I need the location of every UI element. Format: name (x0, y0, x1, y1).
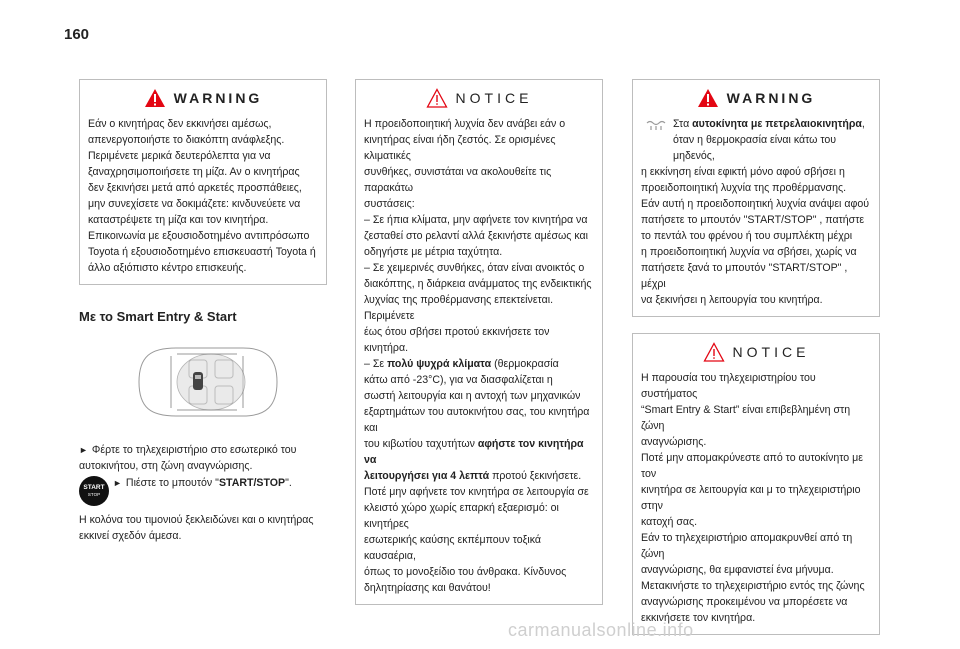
text-line: να ξεκινήσει η λειτουργία του κινητήρα. (641, 294, 823, 306)
watermark: carmanualsonline.info (508, 620, 694, 640)
text-line: λυχνίας της προθέρμανσης επεκτείνεται. Περιμένετε (364, 294, 554, 322)
text-line: όπως το μονοξείδιο του άνθρακα. Κίνδυνος (364, 566, 567, 578)
text-line: σωστή λειτουργία και η αντοχή των μηχανικών (364, 390, 581, 402)
notice-body (641, 370, 871, 626)
text-line: όταν η θερμοκρασία είναι κάτω του μηδενός, (673, 134, 837, 162)
notice-box-preheating (355, 79, 603, 605)
text-line: δεν ξεκινήσει μετά από αρκετές προσπάθειες, (88, 182, 302, 194)
text-line: συνθήκες, συνιστάται να ακολουθείτε τις παρακάτω (364, 166, 552, 194)
section-title-smart-entry: Με το Smart Entry & Start (79, 309, 237, 324)
text-line: – Σε ήπια κλίματα, μην αφήνετε τον κινητήρα να (364, 214, 588, 226)
text-line: εξαρτημάτων του αυτοκινήτου σας, του κινητήρα και (364, 406, 590, 434)
notice-title: NOTICE (455, 90, 533, 106)
text-line: Η παρουσία του τηλεχειριστηρίου του συστήματος (641, 372, 816, 400)
text-line: – Σε χειμερινές συνθήκες, όταν είναι ανοικτός ο (364, 262, 585, 274)
step-2-text (113, 475, 292, 491)
step-2-prefix: Πιέστε το μπουτόν " (125, 477, 219, 489)
stop-label: STOP (87, 492, 101, 497)
cold-bold: πολύ ψυχρά κλίματα (387, 358, 492, 370)
gear-bold: αφήστε τον κινητήρα να (364, 438, 584, 466)
text-line: πατήσετε ξανά το μπουτόν "START/STOP" , μέχρι (641, 262, 848, 290)
step-1-line1: Φέρτε το τηλεχειριστήριο στο εσωτερικό του (91, 444, 297, 456)
text-line: Ποτέ μην απομακρύνεστε από το αυτοκίνητο με τον (641, 452, 863, 480)
warning-triangle-icon (144, 88, 166, 108)
text-line: “Smart Entry & Start” είναι επιβεβλημένη στη ζώνη (641, 404, 851, 432)
notice-triangle-icon (426, 88, 448, 108)
start-stop-button-icon (79, 476, 109, 506)
page-number: 160 (64, 26, 90, 43)
notice-header (364, 80, 594, 116)
text-line (364, 356, 594, 372)
text-line: Επικοινωνία με εξουσιοδοτημένο αντιπρόσωπο (88, 230, 310, 242)
text-line: κατοχή σας. (641, 516, 698, 528)
start-label: START (83, 484, 105, 491)
text-line: Εάν ο κινητήρας δεν εκκινήσει αμέσως, (88, 118, 272, 130)
text-line: Toyota ή εξουσιοδοτημένο επισκευαστή Toyota ή (88, 246, 316, 258)
step-1-text (79, 442, 327, 474)
warning-header (641, 80, 871, 116)
text-line: μην συνεχίσετε να δοκιμάζετε: κινδυνεύετε να (88, 198, 301, 210)
arrow-right-icon: ► (113, 478, 122, 488)
result-line2: εκκινεί σχεδόν άμεσα. (79, 530, 182, 542)
warning-body (88, 116, 318, 276)
text-line: Μετακινήστε το τηλεχειριστήριο εντός της ζώνης (641, 580, 865, 592)
step-2-bold: START/STOP (218, 477, 286, 489)
w-prefix: Στα (673, 118, 693, 130)
text-line: αναγνώρισης. (641, 436, 707, 448)
text-line: ζεσταθεί στο ρελαντί αλλά ξεκινήστε αμέσως και (364, 230, 588, 242)
step-1-line2: αυτοκινήτου, στη ζώνη αναγνώρισης. (79, 460, 253, 472)
notice-header (641, 334, 871, 370)
text-line: το πεντάλ του φρένου ή του συμπλέκτη μέχρι (641, 230, 853, 242)
warning-title: WARNING (726, 90, 816, 106)
text-line: κινητήρα σε λειτουργία και μ το τηλεχειριστήριο στην (641, 484, 861, 512)
warning-triangle-icon (697, 88, 719, 108)
text-line: αναγνώρισης προκειμένου να μπορέσετε να (641, 596, 848, 608)
text-line: Περιμένετε μερικά δευτερόλεπτα για να (88, 150, 271, 162)
text-line: η εκκίνηση είναι εφικτή μόνο αφού σβήσει η (641, 166, 845, 178)
text-line: προειδοποιητική λυχνία της προθέρμανσης. (641, 182, 847, 194)
step-2-row (79, 476, 327, 506)
text-line: κλειστό χώρο χωρίς επαρκή εξαερισμό: οι κινητήρες (364, 502, 559, 530)
warning-title: WARNING (173, 90, 263, 106)
text-line: πατήσετε το μπουτόν "START/STOP" , πατήστε (641, 214, 865, 226)
text-line: εσωτερικής καύσης εκπέμπουν τοξικά καυσαέρια, (364, 534, 542, 562)
text-line: κάτω από -23°C), για να διασφαλίζεται η (364, 374, 553, 386)
step-2-suffix: ". (285, 477, 292, 489)
text-line: απενεργοποιήστε το διακόπτη ανάφλεξης. (88, 134, 285, 146)
text-line: διακόπτης, η διάρκεια ανάμματος της ενδεικτικής (364, 278, 592, 290)
w-suffix: , (861, 118, 865, 130)
text-line: αναγνώρισης, θα εμφανιστεί ένα μήνυμα. (641, 564, 834, 576)
warning-box-diesel (632, 79, 880, 317)
text-line: συστάσεις: (364, 198, 415, 210)
notice-triangle-icon (703, 342, 725, 362)
cold-prefix: – Σε (364, 358, 388, 370)
arrow-right-icon: ► (79, 445, 88, 455)
text-line (364, 436, 594, 468)
right-column (632, 79, 880, 635)
text-line: καταστρέψετε τη μίζα και τον κινητήρα. (88, 214, 269, 226)
w-bold: αυτοκίνητα με πετρελαιοκινητήρα (692, 118, 862, 130)
text-line: ξαναχρησιμοποιήσετε τη μίζα. Αν ο κινητήρας (88, 166, 300, 178)
text-line: έως ότου σβήσει προτού εκκινήσετε τον κινητήρα. (364, 326, 550, 354)
text-line: Η προειδοποιητική λυχνία δεν ανάβει εάν ο (364, 118, 566, 130)
run-suffix: προτού ξεκινήσετε. (489, 470, 582, 482)
text-line: η προειδοποιητική λυχνία να σβήσει, χωρίς να (641, 246, 857, 258)
middle-column (355, 79, 603, 605)
text-line: Εάν το τηλεχειριστήριο απομακρυνθεί από τη ζώνη (641, 532, 853, 560)
text-line: κινητήρας είναι ήδη ζεστός. Σε ορισμένες κλιματικές (364, 134, 556, 162)
warning-box-engine-start (79, 79, 327, 285)
warning-header (88, 80, 318, 116)
run-bold: λειτουργήσει για 4 λεπτά (364, 470, 490, 482)
left-column (79, 79, 327, 544)
text-line: εκκινήσετε τον κινητήρα. (641, 612, 756, 624)
warning-body (641, 116, 871, 308)
notice-box-smart-entry (632, 333, 880, 635)
text-line: Εάν αυτή η προειδοποιητική λυχνία ανάψει αφού (641, 198, 870, 210)
text-line: οδηγήστε με μέτρια ταχύτητα. (364, 246, 503, 258)
result-line1: Η κολόνα του τιμονιού ξεκλειδώνει και ο κινητήρας (79, 514, 314, 526)
cold-suffix: (θερμοκρασία (491, 358, 559, 370)
gear-prefix: του κιβωτίου ταχυτήτων (364, 438, 478, 450)
text-line: δηλητηρίασης και θανάτου! (364, 582, 491, 594)
result-text (79, 512, 327, 544)
text-line: Ποτέ μην αφήνετε τον κινητήρα σε λειτουργία σε (364, 486, 589, 498)
car-keyfob-zone-diagram (131, 336, 281, 428)
text-line (641, 116, 871, 132)
text-line (364, 468, 594, 484)
notice-body (364, 116, 594, 596)
notice-title: NOTICE (732, 344, 810, 360)
glow-plug-icon (645, 118, 667, 132)
text-line: άλλο αξιόπιστο κέντρο επισκευής. (88, 262, 247, 274)
